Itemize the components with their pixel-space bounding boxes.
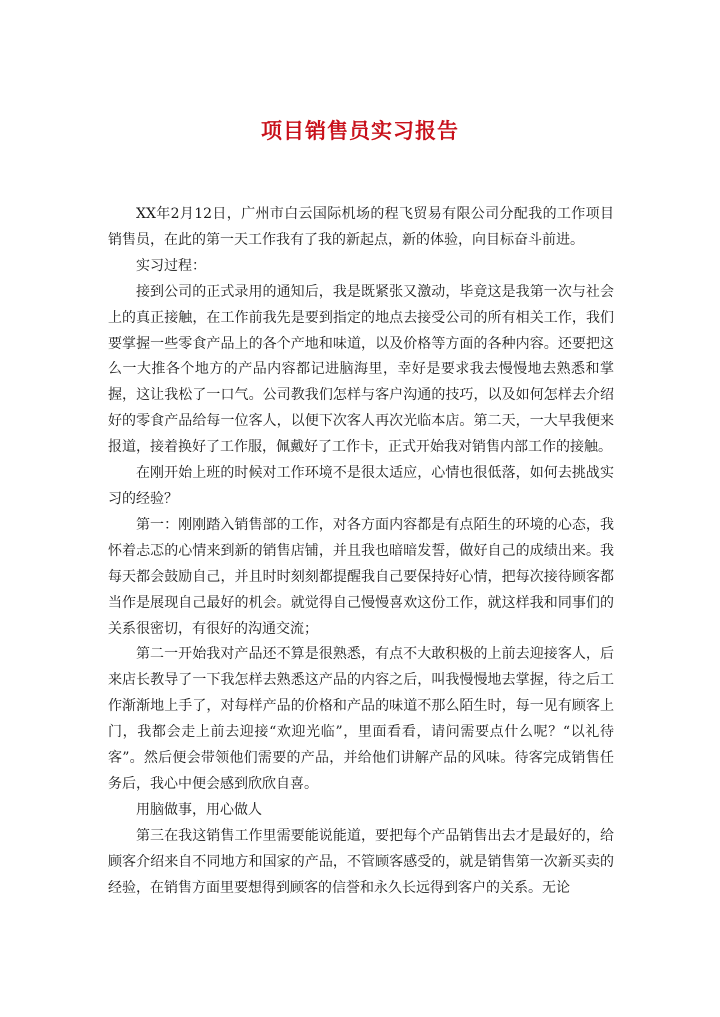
document-title: 项目销售员实习报告 — [261, 118, 459, 143]
paragraph-first: 第一：刚刚踏入销售部的工作，对各方面内容都是有点陌生的环境的心态，我怀着忐忑的心情来到新的销售店铺，并且我也暗暗发誓，做好自己的成绩出来。我每天都会鼓励自己，并且时时刻刻都提醒我自己要保持好心情，把每次接待顾客都当作是展现自己最好的机会。就觉得自己慢慢喜欢这份工作，就这样我和同事们的关系很密切，有很好的沟通交流； — [108, 516, 614, 637]
paragraph-onboarding: 接到公司的正式录用的通知后，我是既紧张又激动，毕竟这是我第一次与社会上的真正接触，在工作前我先是要到指定的地点去接受公司的所有相关工作，我们要掌握一些零食产品上的各个产地和味道，以及价格等方面的各种内容。还要把这么一大推各个地方的产品内容都记进脑海里，幸好是要求我去慢慢地去熟悉和掌握，这让我松了一口气。公司教我们怎样与客户沟通的技巧，以及如何怎样去介绍好的零食产品给每一位客人，以便下次客人再次光临本店。第二天，一大早我便来报道，接着换好了工作服，佩戴好了工作卡，正式开始我对销售内部工作的接触。 — [108, 283, 614, 456]
paragraph-intro: XX年2月12日，广州市白云国际机场的程飞贸易有限公司分配我的工作项目销售员，在此的第一天工作我有了我的新起点，新的体验，向目标奋斗前进。 — [108, 206, 614, 248]
paragraph-challenge: 在刚开始上班的时候对工作环境不是很太适应，心情也很低落，如何去挑战实习的经验？ — [108, 465, 614, 507]
paragraph-process-heading: 实习过程： — [136, 257, 206, 274]
paragraph-motto: 用脑做事，用心做人 — [136, 801, 262, 818]
paragraph-third: 第三在我这销售工作里需要能说能道，要把每个产品销售出去才是最好的，给顾客介绍来自不同地方和国家的产品，不管顾客感受的，就是销售第一次新买卖的经验，在销售方面里要想得到顾客的信誉和永久长远得到客户的关系。无论 — [108, 827, 614, 896]
document-body — [108, 202, 614, 901]
paragraph-second: 第二一开始我对产品还不算是很熟悉，有点不大敢积极的上前去迎接客人，后来店长教导了一下我怎样去熟悉这产品的内容之后，叫我慢慢地去掌握，待之后工作渐渐地上手了，对每样产品的价格和产品的味道不那么陌生时，每一见有顾客上门，我都会走上前去迎接“欢迎光临”，里面看看，请问需要点什么呢？“以礼待客”。然后便会带领他们需要的产品，并给他们讲解产品的风味。待客完成销售任务后，我心中便会感到欣欣自喜。 — [108, 646, 614, 792]
